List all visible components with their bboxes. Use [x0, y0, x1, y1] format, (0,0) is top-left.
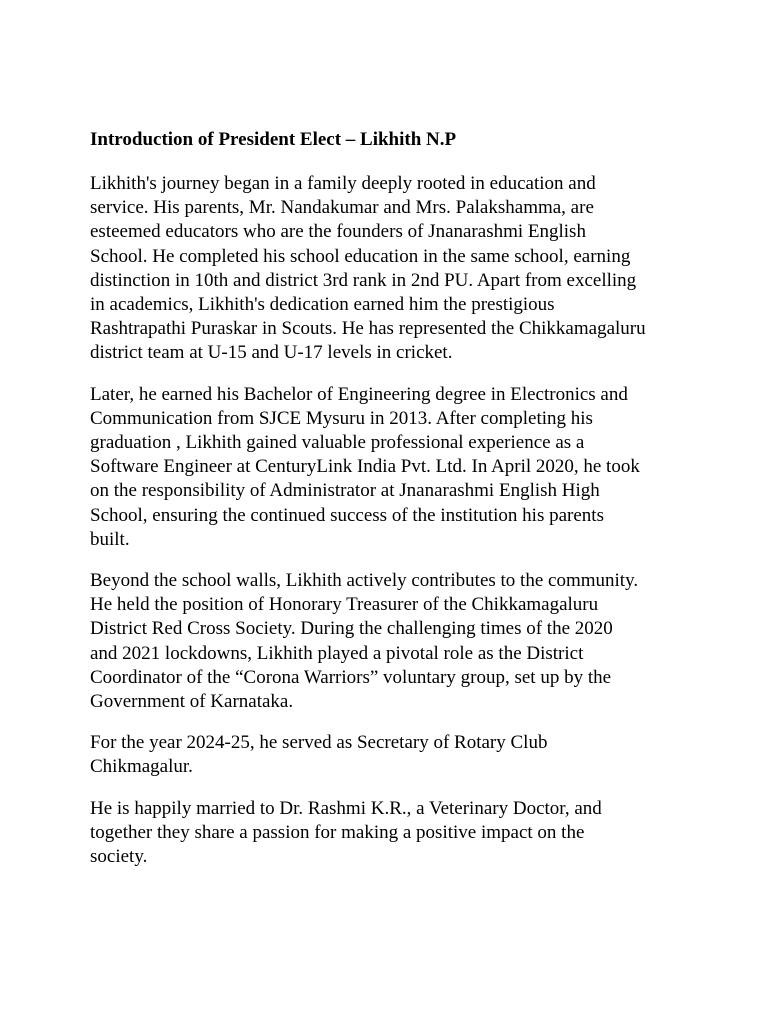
text-line: Beyond the school walls, Likhith actively contributes to the community. — [90, 570, 639, 592]
text-line: together they share a passion for making a positive impact on the — [90, 821, 585, 843]
text-line: Software Engineer at CenturyLink India Pvt. Ltd. In April 2020, he took — [90, 456, 640, 478]
text-line: School. He completed his school education in the same school, earning — [90, 245, 631, 267]
text-line: Government of Karnataka. — [90, 691, 294, 713]
text-line: built. — [90, 528, 130, 550]
text-line: He is happily married to Dr. Rashmi K.R., a Veterinary Doctor, and — [90, 797, 602, 819]
text-line: graduation , Likhith gained valuable professional experience as a — [90, 432, 585, 454]
text-line: esteemed educators who are the founders of Jnanarashmi English — [90, 221, 586, 243]
text-line: Communication from SJCE Mysuru in 2013. After completing his — [90, 407, 593, 429]
document-body — [90, 128, 690, 886]
text-line: service. His parents, Mr. Nandakumar and Mrs. Palakshamma, are — [90, 197, 594, 219]
text-line: For the year 2024-25, he served as Secretary of Rotary Club — [90, 732, 548, 754]
text-line: on the responsibility of Administrator at Jnanarashmi English High — [90, 480, 600, 502]
text-line: Chikmagalur. — [90, 756, 193, 778]
text-line: Rashtrapathi Puraskar in Scouts. He has represented the Chikkamagaluru — [90, 318, 646, 340]
paragraph-career — [90, 383, 690, 552]
paragraph-family — [90, 797, 690, 870]
paragraph-rotary — [90, 731, 690, 779]
text-line: and 2021 lockdowns, Likhith played a pivotal role as the District — [90, 642, 584, 664]
text-line: in academics, Likhith's dedication earned him the prestigious — [90, 294, 555, 316]
text-line: district team at U-15 and U-17 levels in cricket. — [90, 342, 453, 364]
paragraph-community — [90, 569, 690, 714]
document-title: Introduction of President Elect – Likhith N.P — [90, 129, 457, 150]
text-line: District Red Cross Society. During the challenging times of the 2020 — [90, 618, 613, 640]
text-line: Likhith's journey began in a family deeply rooted in education and — [90, 173, 596, 194]
text-line: society. — [90, 846, 148, 868]
paragraph-early-life — [90, 172, 690, 366]
text-line: Later, he earned his Bachelor of Engineering degree in Electronics and — [90, 383, 628, 405]
text-line: School, ensuring the continued success of the institution his parents — [90, 504, 604, 526]
text-line: Coordinator of the “Corona Warriors” voluntary group, set up by the — [90, 666, 612, 688]
text-line: distinction in 10th and district 3rd rank in 2nd PU. Apart from excelling — [90, 269, 637, 291]
text-line: He held the position of Honorary Treasurer of the Chikkamagaluru — [90, 594, 599, 616]
